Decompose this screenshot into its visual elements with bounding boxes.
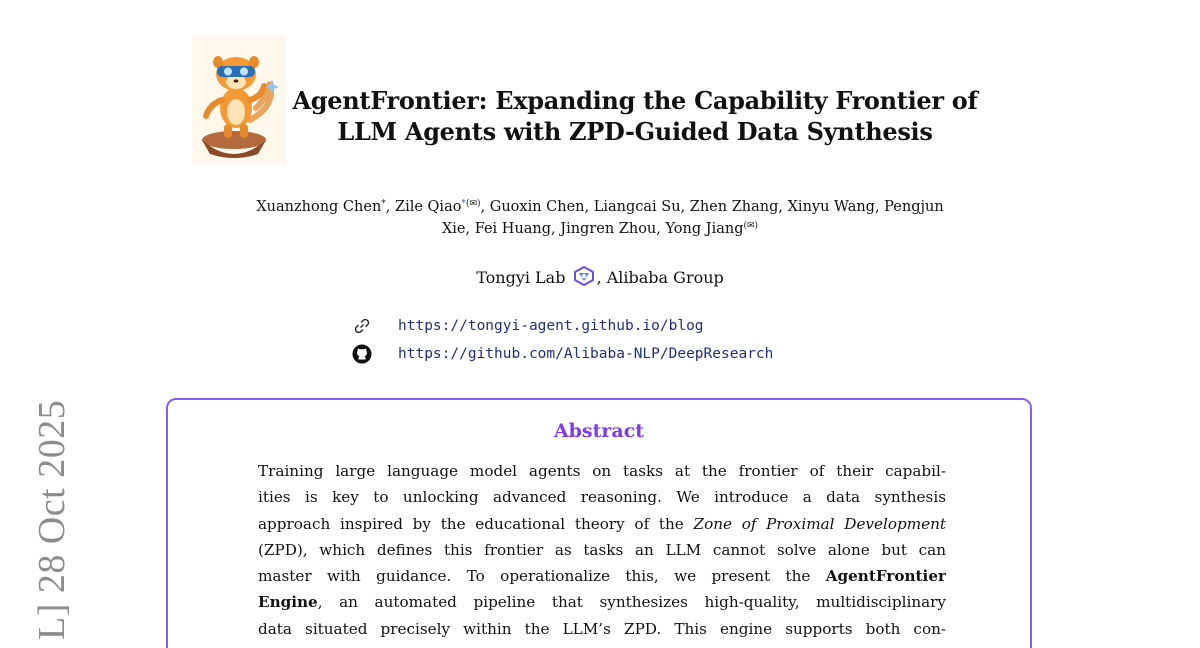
abstract-line: data situated precisely within the LLM’s ZPD. This engine supports both con-	[258, 619, 946, 638]
abstract-line: Training large language model agents on tasks at the frontier of their capabil-	[258, 462, 946, 480]
affiliation	[300, 266, 900, 287]
blog-link-row[interactable]	[352, 312, 773, 340]
abstract-emphasis: Zone of Proximal Development	[693, 514, 946, 533]
author-list: Xuanzhong Chen*, Zile Qiao*(✉), Guoxin Chen, Liangcai Su, Zhen Zhang, Xinyu Wang, Pengjun Xie, Fei Huang, Jingren Zhou, Yong Jiang(✉)	[256, 199, 944, 237]
github-link[interactable]: https://github.com/Alibaba-NLP/DeepResearch	[398, 346, 774, 362]
author-names-line-2: Xie, Fei Huang, Jingren Zhou, Yong Jiang	[441, 221, 744, 237]
affiliation-lab: Tongyi Lab	[476, 268, 566, 287]
github-icon	[352, 344, 372, 364]
affiliation-group: , Alibaba Group	[596, 268, 724, 287]
abstract-line	[258, 563, 946, 589]
abstract-text-span: approach inspired by the educational theory of the	[258, 514, 694, 533]
abstract-line	[258, 511, 946, 537]
abstract-text	[258, 458, 946, 642]
abstract-box	[166, 398, 1032, 648]
author-names-line-1: , Guoxin Chen, Liangcai Su, Zhen Zhang, Xinyu Wang, Pengjun	[480, 199, 944, 215]
abstract-line: ities is key to unlocking advanced reasoning. We introduce a data synthesis	[258, 488, 946, 507]
abstract-line: (ZPD), which defines this frontier as tasks an LLM cannot solve alone but can	[258, 540, 946, 559]
abstract-bold: AgentFrontier	[825, 567, 946, 586]
title-line-2: LLM Agents with ZPD-Guided Data Synthesis	[337, 117, 933, 146]
equal-contribution-mark: *	[461, 199, 466, 209]
github-link-row[interactable]	[352, 340, 773, 368]
abstract-heading: Abstract	[553, 420, 645, 442]
author-name: Xuanzhong Chen	[256, 199, 382, 215]
abstract-text-span: master with guidance. To operationalize this, we present the	[258, 567, 826, 586]
tongyi-logo-icon	[573, 266, 595, 286]
author-name: Zile Qiao	[395, 199, 462, 215]
abstract-text-span: , an automated pipeline that synthesizes high-quality, multidisciplinary	[317, 593, 946, 612]
corresponding-author-mark: (✉)	[743, 221, 759, 231]
link-icon	[352, 316, 372, 336]
abstract-bold: Engine	[258, 593, 318, 612]
corresponding-author-mark: (✉)	[465, 199, 481, 209]
equal-contribution-mark: *	[381, 199, 386, 209]
arxiv-side-stamp: L] 28 Oct 2025	[31, 399, 73, 640]
title-line-1: AgentFrontier: Expanding the Capability Frontier of	[292, 86, 978, 115]
resource-links	[352, 312, 773, 368]
paper-title	[290, 85, 980, 147]
mascot-logo	[192, 36, 286, 164]
blog-link[interactable]: https://tongyi-agent.github.io/blog	[398, 318, 704, 334]
abstract-line	[258, 589, 946, 615]
